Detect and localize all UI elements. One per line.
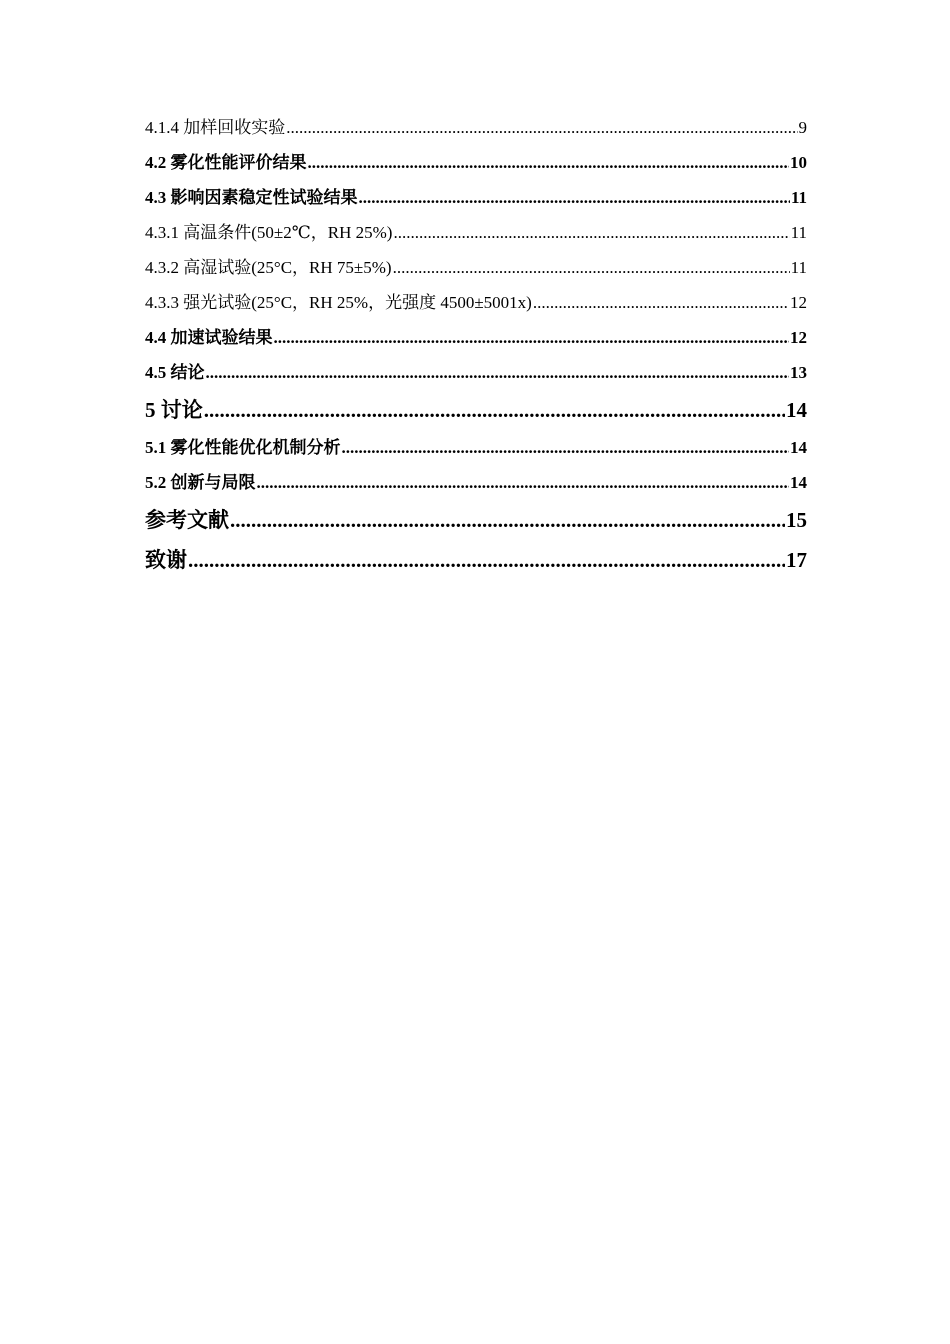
toc-entry-page: 12 [790,328,807,347]
toc-dot-leader [342,430,790,465]
toc-entry-4-1-4[interactable] [145,110,807,145]
toc-dot-leader [188,540,785,580]
toc-dot-leader [308,145,790,180]
toc-entry-5[interactable] [145,390,807,430]
toc-entry-page: 14 [790,473,807,492]
toc-dot-leader [533,285,789,320]
toc-entry-title: 5.2 创新与局限 [145,473,256,492]
toc-dot-leader [274,320,790,355]
toc-dot-leader [257,465,790,500]
toc-entry-title: 4.4 加速试验结果 [145,328,273,347]
toc-entry-title: 5.1 雾化性能优化机制分析 [145,438,341,457]
toc-entry-title: 致谢 [145,548,187,572]
toc-entry-references[interactable] [145,500,807,540]
toc-dot-leader [206,355,790,390]
toc-entry-4-3-2[interactable] [145,250,807,285]
toc-entry-page: 14 [790,438,807,457]
toc-entry-page: 13 [790,363,807,382]
toc-dot-leader [393,215,789,250]
toc-dot-leader [204,390,785,430]
toc-entry-4-2[interactable] [145,145,807,180]
toc-dot-leader [393,250,790,285]
toc-entry-title: 5 讨论 [145,398,203,422]
toc-dot-leader [286,110,797,145]
toc-entry-5-2[interactable] [145,465,807,500]
toc-entry-page: 17 [786,548,807,572]
toc-entry-5-1[interactable] [145,430,807,465]
toc-entry-4-5[interactable] [145,355,807,390]
toc-dot-leader [359,180,790,215]
toc-entry-page: 10 [790,153,807,172]
toc-entry-title: 4.1.4 加样回收实验 [145,118,286,137]
table-of-contents [145,110,807,580]
toc-entry-title: 4.5 结论 [145,363,205,382]
toc-entry-title: 4.3.2 高湿试验(25°C，RH 75±5%) [145,258,392,277]
toc-entry-page: 12 [790,293,807,312]
toc-entry-title: 4.3 影响因素稳定性试验结果 [145,188,358,207]
toc-entry-title: 参考文献 [145,508,229,532]
toc-entry-4-3[interactable] [145,180,807,215]
toc-entry-page: 14 [786,398,807,422]
toc-dot-leader [230,500,785,540]
toc-entry-title: 4.2 雾化性能评价结果 [145,153,307,172]
toc-entry-page: 11 [790,258,807,277]
toc-entry-acknowledgements[interactable] [145,540,807,580]
toc-entry-page: 9 [798,118,807,137]
toc-entry-title: 4.3.3 强光试验(25°C，RH 25%，光强度 4500±5001x) [145,293,532,312]
toc-entry-4-3-3[interactable] [145,285,807,320]
toc-entry-page: 15 [786,508,807,532]
toc-entry-4-3-1[interactable] [145,215,807,250]
toc-entry-4-4[interactable] [145,320,807,355]
toc-entry-page: 11 [790,223,807,242]
toc-entry-title: 4.3.1 高温条件(50±2℃，RH 25%) [145,223,393,242]
toc-entry-page: 11 [790,188,807,207]
